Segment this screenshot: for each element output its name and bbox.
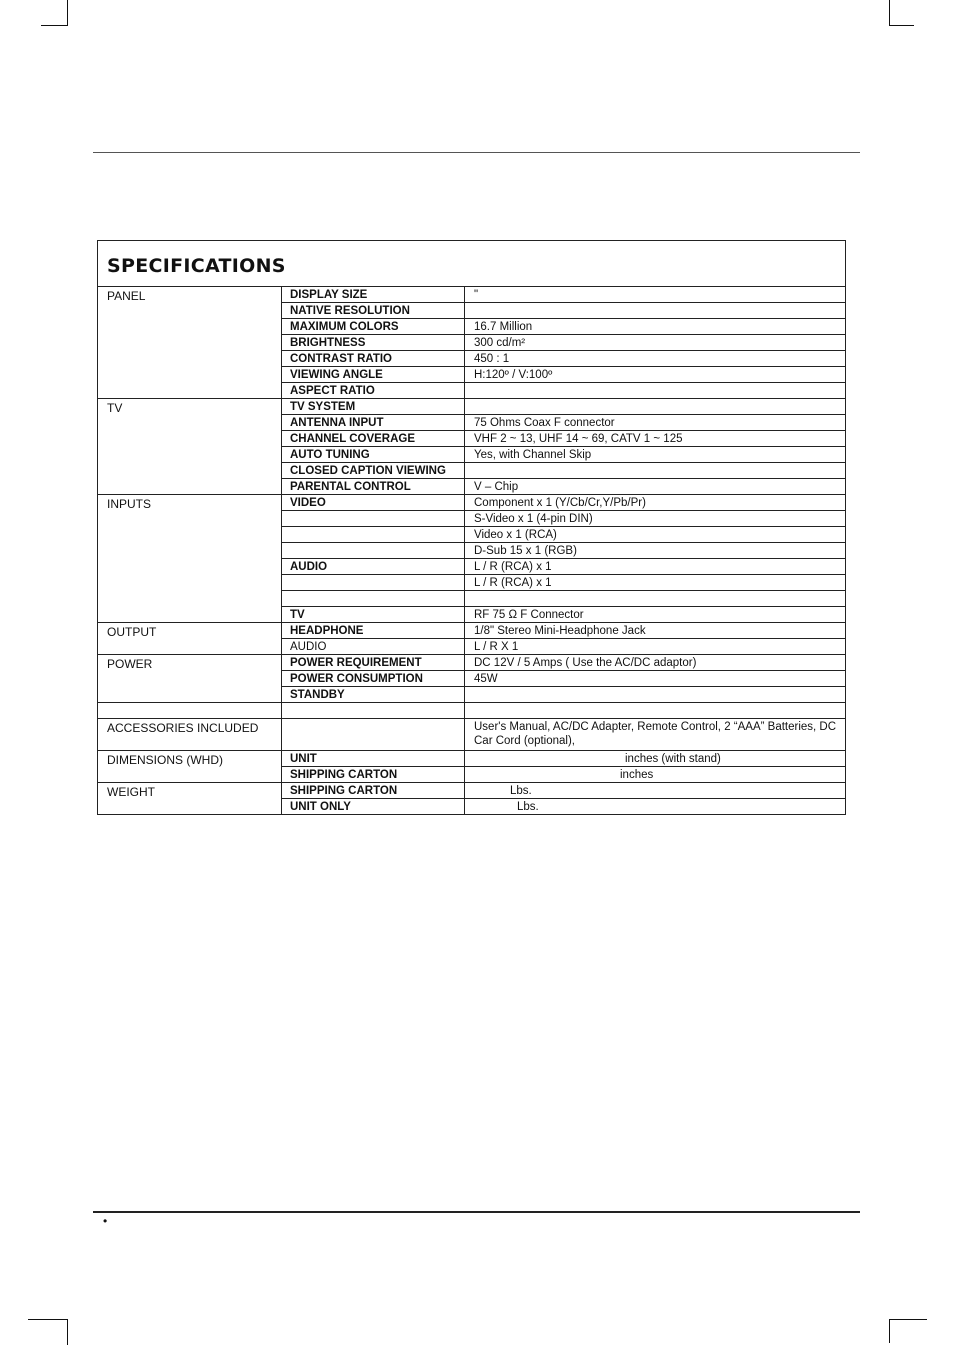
spec-label: BRIGHTNESS [282,335,465,350]
spec-row [282,799,845,814]
spec-row [282,415,845,431]
spec-row [282,351,845,367]
spec-category: TV [98,399,282,494]
spec-value: 300 cd/m² [474,337,526,349]
spec-value [465,591,845,606]
spec-row [282,543,845,559]
spec-value [465,463,845,478]
spec-category: DIMENSIONS (WHD) [98,751,282,782]
spec-row [282,703,845,718]
spec-label: AUDIO [282,639,465,654]
spec-label: MAXIMUM COLORS [282,319,465,334]
spec-group [98,623,845,655]
spec-group [98,751,845,783]
spec-group [98,495,845,623]
spec-value: " [474,289,479,301]
spec-label [282,543,465,558]
spec-category: OUTPUT [98,623,282,654]
spec-rows [282,287,845,398]
spec-row [282,575,845,591]
spec-row [282,463,845,479]
spec-label: AUTO TUNING [282,447,465,462]
spec-value: Yes, with Channel Skip [474,449,592,461]
spec-rows [282,751,845,782]
spec-value: S-Video x 1 (4-pin DIN) [474,513,593,525]
spec-row [282,431,845,447]
spec-label [282,527,465,542]
spec-row [282,447,845,463]
spec-label [282,703,465,718]
spec-category: POWER [98,655,282,702]
spec-rows [282,783,845,814]
spec-value: L / R (RCA) x 1 [474,577,552,589]
spec-group [98,399,845,495]
specifications-title: SPECIFICATIONS [98,241,845,287]
spec-rows [282,495,845,622]
spec-value: Video x 1 (RCA) [474,529,557,541]
spec-label: ANTENNA INPUT [282,415,465,430]
footer-bullet: • [103,1214,108,1228]
spec-label: UNIT [282,751,465,766]
spec-label: TV [282,607,465,622]
spec-row [282,399,845,415]
spec-value [465,383,845,398]
spec-row [282,527,845,543]
spec-row [282,335,845,351]
spec-row [282,687,845,702]
spec-group [98,719,845,751]
header-rule [93,152,860,153]
spec-rows [282,399,845,494]
spec-label: DISPLAY SIZE [282,287,465,302]
spec-label: STANDBY [282,687,465,702]
spec-group [98,655,845,703]
spec-value: L / R X 1 [474,641,519,653]
spec-value: User's Manual, AC/DC Adapter, Remote Control, 2 “AAA” Batteries, DC Car Cord (optional), [474,721,837,747]
spec-rows [282,703,845,718]
spec-row [282,639,845,654]
spec-row [282,511,845,527]
spec-value: Lbs. [517,801,539,813]
spec-value: inches (with stand) [625,753,721,765]
spec-value: L / R (RCA) x 1 [474,561,552,573]
spec-row [282,751,845,767]
spec-row [282,303,845,319]
spec-value: Component x 1 (Y/Cb/Cr,Y/Pb/Pr) [474,497,646,509]
spec-row [282,671,845,687]
spec-category: PANEL [98,287,282,398]
spec-value: 75 Ohms Coax F connector [474,417,615,429]
crop-mark [67,0,68,26]
spec-category [98,703,282,718]
spec-label: NATIVE RESOLUTION [282,303,465,318]
crop-mark [889,1319,927,1320]
spec-value: inches [620,769,654,781]
spec-rows [282,623,845,654]
spec-label: SHIPPING CARTON [282,783,465,798]
spec-row [282,479,845,494]
crop-mark [41,25,68,26]
spec-value: V – Chip [474,481,519,493]
spec-row [282,591,845,607]
spec-label: VIDEO [282,495,465,510]
spec-value: D-Sub 15 x 1 (RGB) [474,545,577,557]
spec-category: ACCESSORIES INCLUDED [98,719,282,750]
crop-mark [889,0,890,26]
spec-label: POWER REQUIREMENT [282,655,465,670]
spec-value: 1/8" Stereo Mini-Headphone Jack [474,625,646,637]
spec-value: Lbs. [510,785,532,797]
crop-mark [28,1319,68,1320]
spec-row [282,767,845,782]
spec-value: DC 12V / 5 Amps ( Use the AC/DC adaptor) [474,657,697,669]
spec-row [282,495,845,511]
spec-value: H:120º / V:100º [474,369,553,381]
spec-value: 45W [474,673,498,685]
spec-row [282,287,845,303]
spec-rows [282,655,845,702]
spec-label: POWER CONSUMPTION [282,671,465,686]
spec-groups [98,287,845,814]
spec-row [282,719,845,750]
spec-row [282,607,845,622]
spec-value: 450 : 1 [474,353,510,365]
spec-label [282,575,465,590]
spec-group [98,703,845,719]
spec-label: CLOSED CAPTION VIEWING [282,463,465,478]
spec-row [282,319,845,335]
spec-group [98,287,845,399]
spec-label: PARENTAL CONTROL [282,479,465,494]
spec-row [282,783,845,799]
spec-row [282,559,845,575]
spec-label: CHANNEL COVERAGE [282,431,465,446]
crop-mark [889,1319,890,1343]
spec-label [282,719,465,750]
spec-row [282,383,845,398]
spec-value [465,399,845,414]
spec-label: UNIT ONLY [282,799,465,814]
spec-value: RF 75 Ω F Connector [474,609,584,621]
spec-category: WEIGHT [98,783,282,814]
footer-rule [93,1211,860,1213]
spec-label [282,511,465,526]
spec-value [465,703,845,718]
spec-label: CONTRAST RATIO [282,351,465,366]
spec-value: 16.7 Million [474,321,533,333]
spec-value [465,687,845,702]
spec-group [98,783,845,814]
spec-row [282,623,845,639]
spec-label: HEADPHONE [282,623,465,638]
spec-value [465,303,845,318]
crop-mark [889,25,914,26]
spec-label: ASPECT RATIO [282,383,465,398]
spec-row [282,367,845,383]
spec-label: SHIPPING CARTON [282,767,465,782]
spec-category: INPUTS [98,495,282,622]
spec-row [282,655,845,671]
spec-value: VHF 2 ~ 13, UHF 14 ~ 69, CATV 1 ~ 125 [474,433,683,445]
crop-mark [67,1319,68,1345]
spec-label [282,591,465,606]
spec-label: VIEWING ANGLE [282,367,465,382]
spec-label: AUDIO [282,559,465,574]
specifications-table [97,240,846,815]
spec-rows [282,719,845,750]
spec-label: TV SYSTEM [282,399,465,414]
